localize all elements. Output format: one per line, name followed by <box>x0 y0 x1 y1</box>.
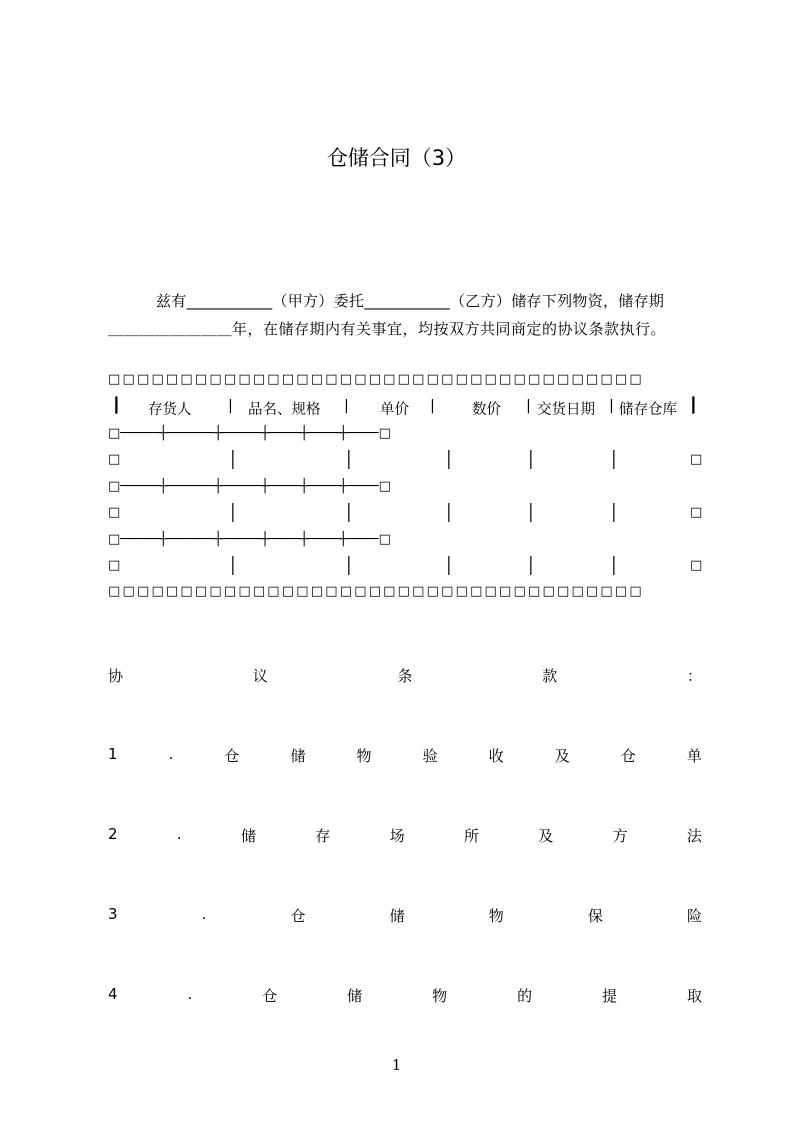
intro-paragraph-line-1: 兹有___________（甲方）委托___________（乙方）储存下列物资，储存期 <box>156 292 665 310</box>
header-divider: | <box>609 398 614 414</box>
header-warehouse: 储存仓库 <box>619 402 677 418</box>
header-divider: | <box>526 398 531 414</box>
clause-char: 仓 <box>290 907 306 925</box>
document-title: 仓储合同（3） <box>326 146 467 170</box>
clause-char: 险 <box>686 907 702 925</box>
cell-divider: │ <box>344 503 354 522</box>
table-row-separator: □─────┼──────┼─────┼────┼────┼────□ <box>108 479 391 494</box>
clause-char: 储 <box>347 987 363 1005</box>
clause-char: 验 <box>422 747 438 765</box>
row-left-box: □ <box>108 452 121 467</box>
clause-char: 1 <box>108 745 118 763</box>
clause-char: 场 <box>389 827 405 845</box>
table-right-bar: ┃ <box>689 398 698 414</box>
header-delivery-date: 交货日期 <box>537 402 595 418</box>
cell-divider: │ <box>609 556 619 575</box>
header-divider: | <box>344 398 349 414</box>
clause-char: . <box>168 745 174 763</box>
clause-char: 物 <box>488 907 504 925</box>
cell-divider: │ <box>228 450 238 469</box>
cell-divider: │ <box>444 556 454 575</box>
cell-divider: │ <box>526 450 536 469</box>
heading-char: ： <box>686 667 702 685</box>
table-row-separator: □─────┼──────┼─────┼────┼────┼────□ <box>108 426 391 441</box>
clause-char: 法 <box>686 827 702 845</box>
header-unit-price: 单价 <box>380 402 409 418</box>
heading-char: 协 <box>108 667 124 685</box>
row-right-box: □ <box>690 505 703 520</box>
clause-char: . <box>176 825 182 843</box>
agreement-heading <box>108 665 702 686</box>
header-divider: | <box>430 398 435 414</box>
row-right-box: □ <box>690 452 703 467</box>
clause-char: 提 <box>602 987 618 1005</box>
clause-char: 及 <box>538 827 554 845</box>
clause-char: 储 <box>290 747 306 765</box>
cell-divider: │ <box>526 503 536 522</box>
cell-divider: │ <box>344 556 354 575</box>
table-bottom-border: □□□□□□□□□□□□□□□□□□□□□□□□□□□□□□□□□□□□□ <box>108 584 644 599</box>
clause-char: 仓 <box>262 987 278 1005</box>
clause-char: . <box>201 905 207 923</box>
intro-paragraph-line-2: ＿＿＿＿＿＿＿＿年，在储存期内有关事宜，均按双方共同商定的协议条款执行。 <box>108 320 667 338</box>
clause-char: 2 <box>108 825 118 843</box>
row-right-box: □ <box>690 558 703 573</box>
page-number: 1 <box>391 1056 402 1074</box>
cell-divider: │ <box>228 556 238 575</box>
clause-char: 所 <box>463 827 479 845</box>
clause-char: 及 <box>554 747 570 765</box>
clause-char: 3 <box>108 905 118 923</box>
clause-3-heading <box>108 905 702 926</box>
cell-divider: │ <box>609 450 619 469</box>
cell-divider: │ <box>444 450 454 469</box>
row-left-box: □ <box>108 558 121 573</box>
clause-char: 取 <box>686 987 702 1005</box>
header-divider: | <box>228 398 233 414</box>
clause-char: 方 <box>612 827 628 845</box>
clause-char: 仓 <box>224 747 240 765</box>
clause-char: 储 <box>389 907 405 925</box>
clause-char: 物 <box>356 747 372 765</box>
cell-divider: │ <box>444 503 454 522</box>
clause-1-heading <box>108 745 702 766</box>
table-left-bar: ┃ <box>112 398 121 414</box>
clause-char: 收 <box>488 747 504 765</box>
clause-char: 储 <box>240 827 256 845</box>
clause-char: . <box>187 985 193 1003</box>
table-top-border: □□□□□□□□□□□□□□□□□□□□□□□□□□□□□□□□□□□□□ <box>108 372 644 387</box>
cell-divider: │ <box>609 503 619 522</box>
clause-char: 物 <box>432 987 448 1005</box>
header-item-spec: 品名、规格 <box>248 402 321 418</box>
cell-divider: │ <box>344 450 354 469</box>
clause-char: 4 <box>108 985 118 1003</box>
clause-char: 保 <box>587 907 603 925</box>
clause-char: 存 <box>315 827 331 845</box>
clause-char: 单 <box>686 747 702 765</box>
clause-2-heading <box>108 825 702 846</box>
clause-4-heading <box>108 985 702 1006</box>
cell-divider: │ <box>228 503 238 522</box>
cell-divider: │ <box>526 556 536 575</box>
header-depositor: 存货人 <box>148 402 192 418</box>
heading-char: 条 <box>397 667 413 685</box>
table-row-separator: □─────┼──────┼─────┼────┼────┼────□ <box>108 532 391 547</box>
clause-char: 的 <box>517 987 533 1005</box>
clause-char: 仓 <box>620 747 636 765</box>
heading-char: 议 <box>252 667 268 685</box>
header-quantity: 数价 <box>472 402 501 418</box>
heading-char: 款 <box>542 667 558 685</box>
row-left-box: □ <box>108 505 121 520</box>
